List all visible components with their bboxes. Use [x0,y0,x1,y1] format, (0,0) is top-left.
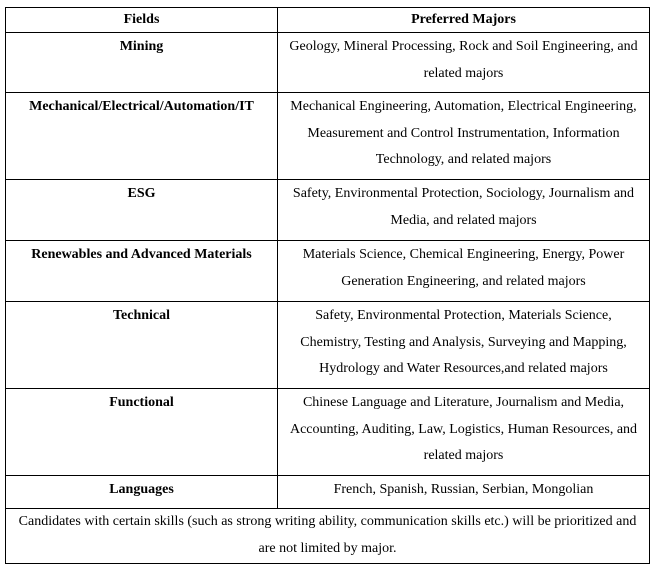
field-cell: Functional [6,389,278,476]
table-row [6,241,650,302]
table-row [6,180,650,241]
field-cell: Renewables and Advanced Materials [6,241,278,302]
majors-cell: Safety, Environmental Protection, Materials Science, Chemistry, Testing and Analysis, Surveying and Mapping, Hydrology and Water Resources,and related majors [278,302,650,389]
field-cell: Technical [6,302,278,389]
majors-cell: French, Spanish, Russian, Serbian, Mongolian [278,476,650,509]
footnote-cell: Candidates with certain skills (such as strong writing ability, communication skills etc.) will be prioritized and are not limited by major. [6,509,650,564]
majors-cell: Safety, Environmental Protection, Sociology, Journalism and Media, and related majors [278,180,650,241]
field-cell: Languages [6,476,278,509]
preferred-majors-header: Preferred Majors [278,8,650,33]
majors-cell: Mechanical Engineering, Automation, Electrical Engineering, Measurement and Control Instrumentation, Information Technology, and related majors [278,93,650,180]
table-row [6,302,650,389]
table-row [6,33,650,93]
table-row [6,389,650,476]
majors-cell: Materials Science, Chemical Engineering, Energy, Power Generation Engineering, and related majors [278,241,650,302]
fields-header: Fields [6,8,278,33]
preferred-majors-table [5,7,650,564]
field-cell: ESG [6,180,278,241]
field-cell: Mechanical/Electrical/Automation/IT [6,93,278,180]
header-row [6,8,650,33]
table-row [6,476,650,509]
majors-cell: Chinese Language and Literature, Journalism and Media, Accounting, Auditing, Law, Logistics, Human Resources, and related majors [278,389,650,476]
footnote-row [6,509,650,564]
table-row [6,93,650,180]
field-cell: Mining [6,33,278,93]
majors-cell: Geology, Mineral Processing, Rock and Soil Engineering, and related majors [278,33,650,93]
